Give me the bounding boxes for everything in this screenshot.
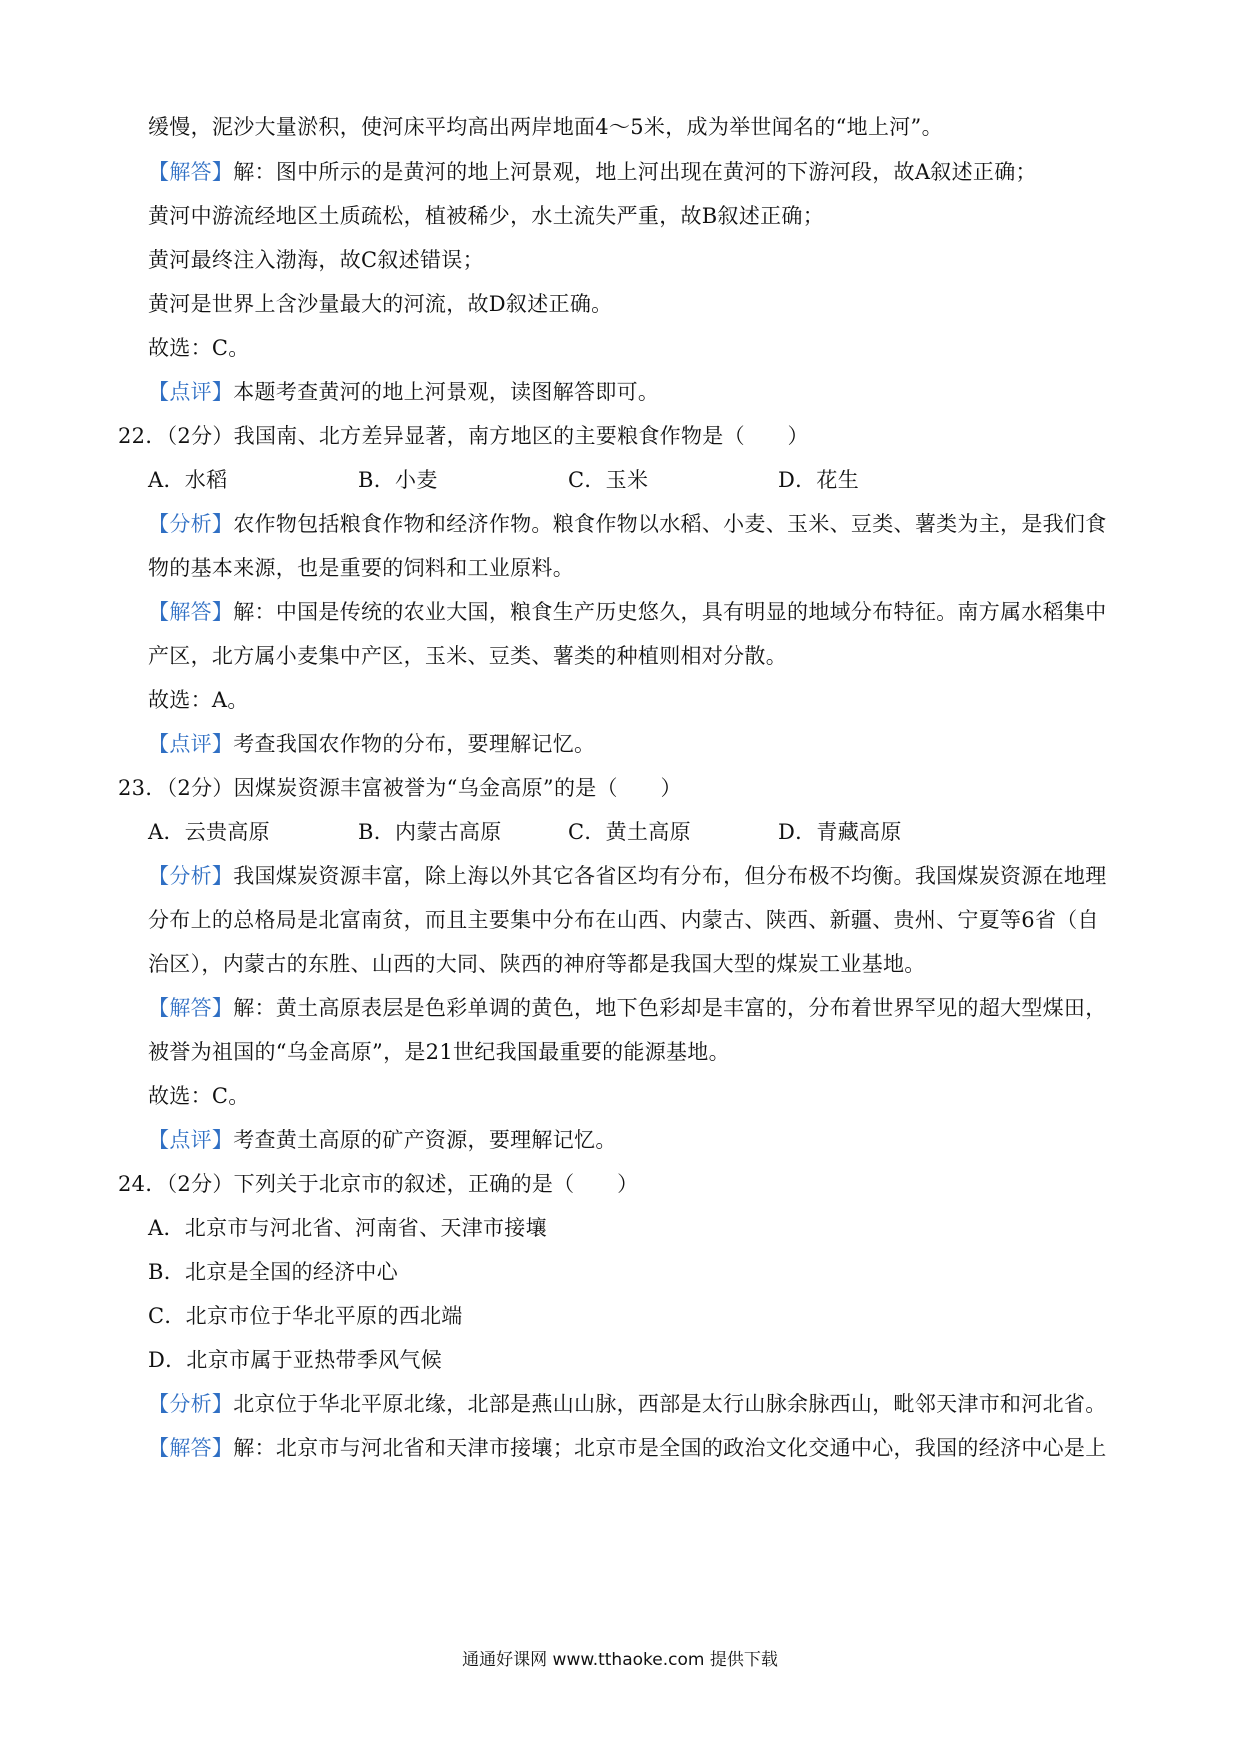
tag-bracket-close: 】 (211, 1436, 234, 1460)
tag-bracket-open: 【 (148, 380, 170, 404)
analysis-text: 分布上的总格局是北富南贫，而且主要集中分布在山西、内蒙古、陕西、新疆、贵州、宁夏等6省（自 (148, 908, 1099, 932)
option-d: D．北京市属于亚热带季风气候 (148, 1348, 443, 1372)
tag-bracket-open: 【 (148, 1392, 170, 1416)
analysis-tag: 分析 (169, 1392, 212, 1416)
answer-paragraph (148, 157, 1140, 187)
analysis-tag: 分析 (169, 864, 212, 888)
choice-line: 故选：A。 (148, 688, 249, 712)
page-footer: 通通好课网 www.tthaoke.com 提供下载 (462, 1650, 778, 1670)
analysis-text: 物的基本来源，也是重要的饲料和工业原料。 (148, 556, 574, 580)
tag-bracket-open: 【 (148, 996, 170, 1020)
answer-paragraph (148, 993, 1140, 1023)
option-b: B．内蒙古高原 (358, 820, 502, 844)
tag-bracket-open: 【 (148, 160, 170, 184)
answer-text: 解：黄土高原表层是色彩单调的黄色，地下色彩却是丰富的，分布着世界罕见的超大型煤田， (233, 996, 1107, 1020)
analysis-paragraph (148, 509, 1140, 539)
analysis-paragraph (148, 1389, 1140, 1419)
text-line: 黄河中游流经地区土质疏松，植被稀少，水土流失严重，故B叙述正确； (148, 204, 825, 228)
answer-paragraph (148, 1433, 1140, 1463)
answer-tag: 解答 (169, 600, 212, 624)
answer-tag: 解答 (169, 160, 212, 184)
comment-paragraph (148, 377, 1140, 407)
tag-bracket-close: 】 (211, 1392, 234, 1416)
answer-tag: 解答 (169, 996, 212, 1020)
comment-tag: 点评 (169, 380, 212, 404)
option-d: D．花生 (778, 468, 860, 492)
answer-text: 解：北京市与河北省和天津市接壤；北京市是全国的政治文化交通中心，我国的经济中心是上 (233, 1436, 1107, 1460)
comment-text: 考查黄土高原的矿产资源，要理解记忆。 (233, 1128, 617, 1152)
analysis-paragraph (148, 861, 1140, 891)
question-23-stem: 23．（2分）因煤炭资源丰富被誉为“乌金高原”的是（ ） (118, 776, 682, 800)
choice-line: 故选：C。 (148, 336, 250, 360)
tag-bracket-close: 】 (211, 380, 234, 404)
analysis-text: 我国煤炭资源丰富，除上海以外其它各省区均有分布，但分布极不均衡。我国煤炭资源在地理 (233, 864, 1107, 888)
comment-paragraph (148, 1125, 1140, 1155)
answer-text: 产区，北方属小麦集中产区，玉米、豆类、薯类的种植则相对分散。 (148, 644, 787, 668)
question-24-stem: 24．（2分）下列关于北京市的叙述，正确的是（ ） (118, 1172, 639, 1196)
comment-tag: 点评 (169, 1128, 212, 1152)
analysis-text: 农作物包括粮食作物和经济作物。粮食作物以水稻、小麦、玉米、豆类、薯类为主，是我们食 (233, 512, 1107, 536)
text-line: 黄河最终注入渤海，故C叙述错误； (148, 248, 484, 272)
tag-bracket-open: 【 (148, 732, 170, 756)
tag-bracket-open: 【 (148, 512, 170, 536)
comment-text: 考查我国农作物的分布，要理解记忆。 (233, 732, 596, 756)
comment-paragraph (148, 729, 1140, 759)
tag-bracket-close: 】 (211, 600, 234, 624)
answer-text: 解：中国是传统的农业大国，粮食生产历史悠久，具有明显的地域分布特征。南方属水稻集中 (233, 600, 1107, 624)
option-d: D．青藏高原 (778, 820, 902, 844)
tag-bracket-open: 【 (148, 1128, 170, 1152)
analysis-text: 治区），内蒙古的东胜、山西的大同、陕西的神府等都是我国大型的煤炭工业基地。 (148, 952, 926, 976)
text-line: 黄河是世界上含沙量最大的河流，故D叙述正确。 (148, 292, 613, 316)
answer-tag: 解答 (169, 1436, 212, 1460)
tag-bracket-open: 【 (148, 864, 170, 888)
tag-bracket-close: 】 (211, 160, 234, 184)
question-22-stem: 22．（2分）我国南、北方差异显著，南方地区的主要粮食作物是（ ） (118, 424, 809, 448)
answer-text: 被誉为祖国的“乌金高原”，是21世纪我国最重要的能源基地。 (148, 1040, 730, 1064)
analysis-text: 北京位于华北平原北缘，北部是燕山山脉，西部是太行山脉余脉西山，毗邻天津市和河北省。 (233, 1392, 1107, 1416)
tag-bracket-close: 】 (211, 1128, 234, 1152)
choice-line: 故选：C。 (148, 1084, 250, 1108)
answer-paragraph (148, 597, 1140, 627)
tag-bracket-close: 】 (211, 512, 234, 536)
option-c: C．玉米 (568, 468, 649, 492)
answer-text: 解：图中所示的是黄河的地上河景观，地上河出现在黄河的下游河段，故A叙述正确； (233, 160, 1037, 184)
option-c: C．北京市位于华北平原的西北端 (148, 1304, 463, 1328)
tag-bracket-close: 】 (211, 996, 234, 1020)
option-c: C．黄土高原 (568, 820, 691, 844)
text-line: 缓慢，泥沙大量淤积，使河床平均高出两岸地面4～5米，成为举世闻名的“地上河”。 (148, 115, 943, 139)
tag-bracket-open: 【 (148, 600, 170, 624)
option-a: A．水稻 (148, 468, 228, 492)
option-a: A．北京市与河北省、河南省、天津市接壤 (148, 1216, 547, 1240)
option-b: B．小麦 (358, 468, 438, 492)
option-a: A．云贵高原 (148, 820, 270, 844)
comment-tag: 点评 (169, 732, 212, 756)
tag-bracket-close: 】 (211, 732, 234, 756)
tag-bracket-close: 】 (211, 864, 234, 888)
comment-text: 本题考查黄河的地上河景观，读图解答即可。 (233, 380, 660, 404)
analysis-tag: 分析 (169, 512, 212, 536)
option-b: B．北京是全国的经济中心 (148, 1260, 399, 1284)
tag-bracket-open: 【 (148, 1436, 170, 1460)
